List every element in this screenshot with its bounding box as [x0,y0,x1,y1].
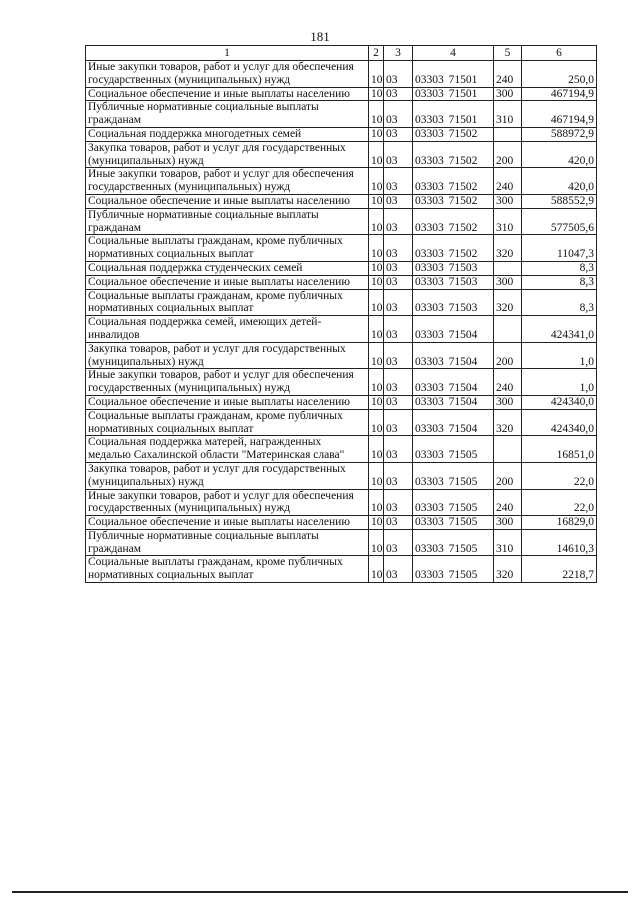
row-subsection: 03 [384,342,413,369]
table-row [86,208,597,235]
row-name: Социальная поддержка многодетных семей [86,127,369,141]
row-subsection: 03 [384,489,413,516]
row-amount: 424340,0 [522,395,597,409]
row-amount: 467194,9 [522,101,597,128]
row-expense-type: 320 [494,556,522,583]
row-expense-type [494,127,522,141]
header-col-3: 3 [384,46,413,61]
row-name: Закупка товаров, работ и услуг для государственных (муниципальных) нужд [86,342,369,369]
row-amount: 22,0 [522,462,597,489]
row-amount: 424341,0 [522,316,597,343]
row-amount: 577505,6 [522,208,597,235]
row-amount: 250,0 [522,61,597,88]
header-col-4: 4 [413,46,494,61]
table-row [86,556,597,583]
row-target-code: 03303 71505 [413,529,494,556]
row-expense-type: 300 [494,87,522,101]
row-section: 10 [369,141,384,168]
row-name: Социальная поддержка матерей, награжденных медалью Сахалинской области "Материнская слава" [86,436,369,463]
row-target-code: 03303 71504 [413,369,494,396]
row-subsection: 03 [384,127,413,141]
row-name: Иные закупки товаров, работ и услуг для обеспечения государственных (муниципальных) нужд [86,61,369,88]
table-row [86,529,597,556]
row-expense-type: 240 [494,369,522,396]
budget-table [85,45,597,583]
row-expense-type [494,316,522,343]
row-subsection: 03 [384,289,413,316]
row-target-code: 03303 71504 [413,342,494,369]
row-amount: 588552,9 [522,194,597,208]
table-row [86,168,597,195]
row-expense-type: 200 [494,342,522,369]
row-subsection: 03 [384,316,413,343]
row-subsection: 03 [384,141,413,168]
table-row [86,261,597,275]
row-name: Социальное обеспечение и иные выплаты населению [86,194,369,208]
row-expense-type: 300 [494,395,522,409]
row-name: Социальное обеспечение и иные выплаты населению [86,87,369,101]
row-section: 10 [369,556,384,583]
row-subsection: 03 [384,516,413,530]
row-name: Социальная поддержка студенческих семей [86,261,369,275]
row-section: 10 [369,275,384,289]
row-target-code: 03303 71505 [413,436,494,463]
row-amount: 420,0 [522,168,597,195]
table-row [86,316,597,343]
row-section: 10 [369,194,384,208]
row-target-code: 03303 71504 [413,409,494,436]
table-row [86,409,597,436]
row-target-code: 03303 71504 [413,395,494,409]
row-subsection: 03 [384,275,413,289]
row-target-code: 03303 71502 [413,141,494,168]
row-amount: 467194,9 [522,87,597,101]
row-name: Публичные нормативные социальные выплаты гражданам [86,529,369,556]
row-target-code: 03303 71505 [413,516,494,530]
table-row [86,275,597,289]
row-subsection: 03 [384,87,413,101]
page-number: 181 [310,29,330,44]
row-subsection: 03 [384,529,413,556]
row-name: Закупка товаров, работ и услуг для государственных (муниципальных) нужд [86,462,369,489]
row-section: 10 [369,235,384,262]
row-name: Публичные нормативные социальные выплаты гражданам [86,101,369,128]
table-row [86,289,597,316]
row-amount: 22,0 [522,489,597,516]
row-section: 10 [369,489,384,516]
table-row [86,141,597,168]
row-expense-type: 310 [494,101,522,128]
table-row [86,369,597,396]
row-expense-type: 310 [494,208,522,235]
row-section: 10 [369,127,384,141]
row-subsection: 03 [384,194,413,208]
row-amount: 2218,7 [522,556,597,583]
table-row [86,101,597,128]
row-target-code: 03303 71503 [413,261,494,275]
row-section: 10 [369,395,384,409]
row-expense-type: 300 [494,194,522,208]
row-amount: 16829,0 [522,516,597,530]
header-row [86,46,597,61]
table-row [86,436,597,463]
row-section: 10 [369,342,384,369]
table-row [86,395,597,409]
header-col-2: 2 [369,46,384,61]
row-expense-type: 240 [494,61,522,88]
table-row [86,462,597,489]
row-subsection: 03 [384,208,413,235]
row-amount: 8,3 [522,275,597,289]
row-amount: 588972,9 [522,127,597,141]
row-target-code: 03303 71502 [413,194,494,208]
row-expense-type: 200 [494,462,522,489]
row-target-code: 03303 71502 [413,168,494,195]
row-name: Социальные выплаты гражданам, кроме публичных нормативных социальных выплат [86,235,369,262]
row-target-code: 03303 71503 [413,275,494,289]
row-target-code: 03303 71502 [413,235,494,262]
row-name: Социальные выплаты гражданам, кроме публичных нормативных социальных выплат [86,409,369,436]
row-expense-type: 300 [494,516,522,530]
header-col-1: 1 [86,46,369,61]
row-target-code: 03303 71505 [413,462,494,489]
row-amount: 1,0 [522,342,597,369]
table-row [86,342,597,369]
row-amount: 424340,0 [522,409,597,436]
row-section: 10 [369,369,384,396]
row-amount: 8,3 [522,261,597,275]
row-expense-type: 320 [494,289,522,316]
table-row [86,127,597,141]
table-row [86,235,597,262]
row-section: 10 [369,87,384,101]
row-subsection: 03 [384,369,413,396]
row-section: 10 [369,316,384,343]
row-target-code: 03303 71501 [413,61,494,88]
row-subsection: 03 [384,462,413,489]
row-amount: 420,0 [522,141,597,168]
table-row [86,194,597,208]
header-col-6: 6 [522,46,597,61]
row-section: 10 [369,261,384,275]
row-name: Иные закупки товаров, работ и услуг для обеспечения государственных (муниципальных) нужд [86,369,369,396]
row-target-code: 03303 71502 [413,208,494,235]
row-name: Социальные выплаты гражданам, кроме публичных нормативных социальных выплат [86,289,369,316]
row-target-code: 03303 71505 [413,556,494,583]
row-section: 10 [369,61,384,88]
row-amount: 16851,0 [522,436,597,463]
row-target-code: 03303 71505 [413,489,494,516]
row-expense-type: 320 [494,409,522,436]
row-target-code: 03303 71503 [413,289,494,316]
row-section: 10 [369,436,384,463]
table-row [86,489,597,516]
row-name: Иные закупки товаров, работ и услуг для обеспечения государственных (муниципальных) нужд [86,489,369,516]
row-name: Социальное обеспечение и иные выплаты населению [86,275,369,289]
row-expense-type [494,436,522,463]
row-expense-type: 240 [494,489,522,516]
row-subsection: 03 [384,556,413,583]
row-subsection: 03 [384,168,413,195]
row-section: 10 [369,516,384,530]
row-name: Иные закупки товаров, работ и услуг для обеспечения государственных (муниципальных) нужд [86,168,369,195]
row-expense-type: 320 [494,235,522,262]
row-name: Социальные выплаты гражданам, кроме публичных нормативных социальных выплат [86,556,369,583]
row-subsection: 03 [384,101,413,128]
table-row [86,516,597,530]
row-subsection: 03 [384,409,413,436]
row-target-code: 03303 71502 [413,127,494,141]
row-section: 10 [369,208,384,235]
row-name: Закупка товаров, работ и услуг для государственных (муниципальных) нужд [86,141,369,168]
row-amount: 1,0 [522,369,597,396]
row-amount: 14610,3 [522,529,597,556]
row-section: 10 [369,289,384,316]
row-section: 10 [369,101,384,128]
row-subsection: 03 [384,436,413,463]
row-subsection: 03 [384,61,413,88]
row-expense-type: 200 [494,141,522,168]
row-name: Социальное обеспечение и иные выплаты населению [86,395,369,409]
row-expense-type: 300 [494,275,522,289]
row-section: 10 [369,529,384,556]
row-amount: 11047,3 [522,235,597,262]
footer-rule [12,891,628,893]
row-subsection: 03 [384,261,413,275]
table-row [86,87,597,101]
row-name: Публичные нормативные социальные выплаты гражданам [86,208,369,235]
row-expense-type [494,261,522,275]
row-section: 10 [369,462,384,489]
row-section: 10 [369,168,384,195]
row-section: 10 [369,409,384,436]
row-target-code: 03303 71501 [413,87,494,101]
table-row [86,61,597,88]
row-name: Социальное обеспечение и иные выплаты населению [86,516,369,530]
row-subsection: 03 [384,235,413,262]
row-target-code: 03303 71501 [413,101,494,128]
header-col-5: 5 [494,46,522,61]
row-expense-type: 240 [494,168,522,195]
row-subsection: 03 [384,395,413,409]
row-name: Социальная поддержка семей, имеющих детей-инвалидов [86,316,369,343]
row-amount: 8,3 [522,289,597,316]
row-target-code: 03303 71504 [413,316,494,343]
row-expense-type: 310 [494,529,522,556]
